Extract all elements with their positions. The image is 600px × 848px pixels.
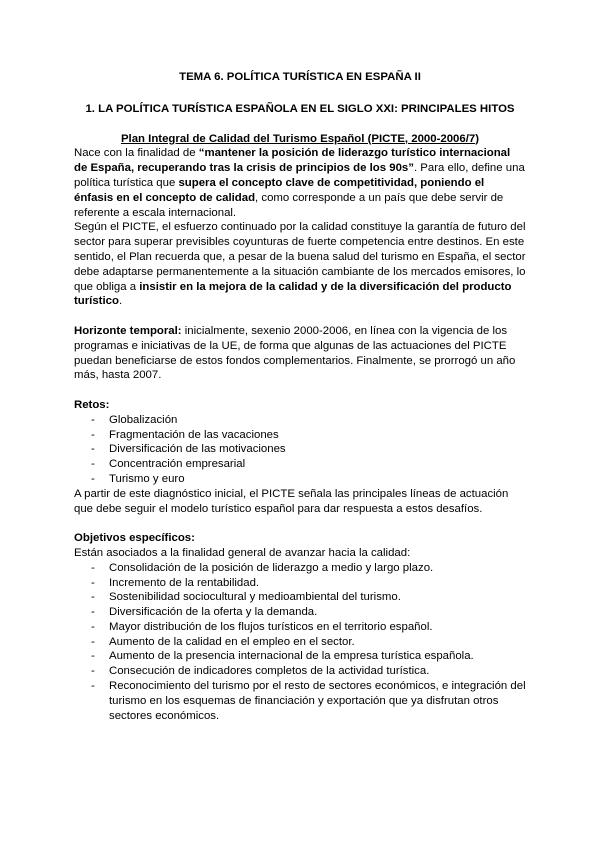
list-item: - Mayor distribución de los flujos turísticos en el territorio español. bbox=[91, 620, 526, 635]
text-run: Según el PICTE, el esfuerzo continuado por la calidad constituye la garantía de futuro del sector para superar previsibles coyunturas de fuerte competencia entre destinos. En este sentido, el Plan recuerda que, a pesar de la buena salud del turismo en España, el sector debe adaptarse permanentemente a la situación cambiante de los mercados emisores, lo que obliga a bbox=[74, 221, 526, 293]
retos-after-paragraph: A partir de este diagnóstico inicial, el PICTE señala las principales líneas de actuación que debe seguir el modelo turístico español para dar respuesta a estos desafíos. bbox=[74, 487, 509, 515]
list-item: - Fragmentación de las vacaciones bbox=[91, 428, 526, 443]
doc-title: TEMA 6. POLÍTICA TURÍSTICA EN ESPAÑA II bbox=[179, 71, 421, 83]
list-item: - Diversificación de las motivaciones bbox=[91, 442, 526, 457]
text-run: . bbox=[118, 295, 123, 308]
list-item: - Concentración empresarial bbox=[91, 457, 526, 472]
horizonte-label: Horizonte temporal: bbox=[74, 324, 182, 337]
bold-run: insistir en la mejora de la calidad y de la diversificación del producto turístico bbox=[74, 280, 512, 308]
text-run: Nace con la finalidad de bbox=[74, 147, 199, 160]
list-item: - Incremento de la rentabilidad. bbox=[91, 576, 526, 591]
intro-paragraph-1 bbox=[74, 146, 526, 220]
bold-run: “mantener la posición de liderazgo turístico internacional de España, recuperando tras la crisis de principios de los 90s” bbox=[74, 147, 511, 175]
spacer bbox=[74, 309, 526, 324]
list-item: - Aumento de la presencia internacional de la empresa turística española. bbox=[91, 649, 526, 664]
list-item: - Diversificación de la oferta y la demanda. bbox=[91, 605, 526, 620]
section-heading: 1. LA POLÍTICA TURÍSTICA ESPAÑOLA EN EL SIGLO XXI: PRINCIPALES HITOS bbox=[85, 102, 515, 115]
horizonte-paragraph bbox=[74, 324, 526, 383]
list-item: - Sostenibilidad sociocultural y medioambiental del turismo. bbox=[91, 590, 526, 605]
plan-heading: Plan Integral de Calidad del Turismo Español (PICTE, 2000-2006/7) bbox=[120, 132, 480, 145]
list-item: - Reconocimiento del turismo por el resto de sectores económicos, e integración del turismo en los esquemas de financiación y exportación que ya disfrutan otros sectores económicos. bbox=[91, 679, 526, 723]
objetivos-list bbox=[74, 561, 526, 724]
objetivos-intro: Están asociados a la finalidad general de avanzar hacia la calidad: bbox=[74, 546, 411, 559]
retos-heading: Retos: bbox=[74, 398, 110, 411]
list-item: - Aumento de la calidad en el empleo en el sector. bbox=[91, 635, 526, 650]
list-item: - Globalización bbox=[91, 413, 526, 428]
list-item: - Turismo y euro bbox=[91, 472, 526, 487]
list-item: - Consecución de indicadores completos de la actividad turística. bbox=[91, 664, 526, 679]
list-item: - Consolidación de la posición de liderazgo a medio y largo plazo. bbox=[91, 561, 526, 576]
spacer bbox=[74, 383, 526, 398]
text-run: , como corresponde a un país que debe servir de referente a escala internacional. bbox=[74, 191, 504, 219]
horizonte-text: inicialmente, sexenio 2000-2006, en línea con la vigencia de los programas e iniciativas de la UE, de forma que algunas de las actuaciones del PICTE puedan beneficiarse de estos fondos complementarios. Finalmente, se prorrogó un año más, hasta 2007. bbox=[74, 324, 516, 382]
retos-list bbox=[74, 413, 526, 487]
objetivos-heading: Objetivos específicos: bbox=[74, 532, 195, 545]
intro-paragraph-2 bbox=[74, 220, 526, 309]
spacer bbox=[74, 516, 526, 531]
text-run: . Para ello, define una política turística que bbox=[74, 162, 525, 189]
bold-run: supera el concepto clave de competitividad, poniendo el énfasis en el concepto de calidad bbox=[74, 176, 485, 204]
